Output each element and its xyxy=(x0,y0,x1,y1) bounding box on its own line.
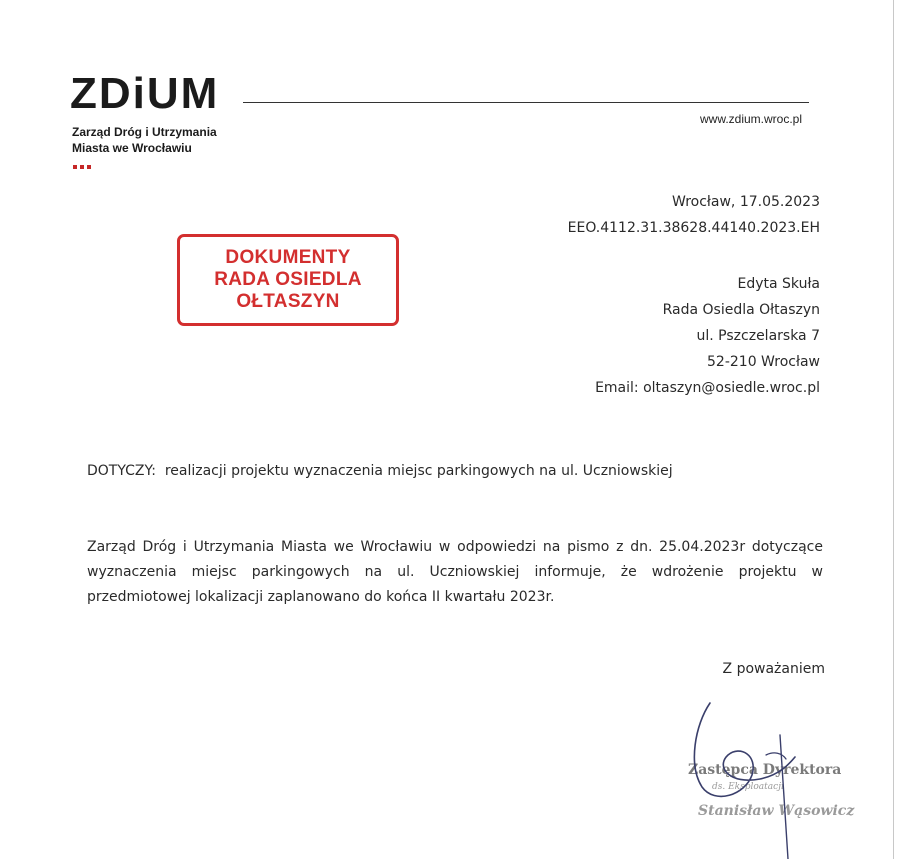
handwritten-signature-icon xyxy=(670,695,850,859)
recipient-street: ul. Pszczelarska 7 xyxy=(696,328,820,344)
logo-dots-icon xyxy=(73,165,91,169)
place-date: Wrocław, 17.05.2023 xyxy=(672,194,820,210)
subject-text: realizacji projektu wyznaczenia miejsc parkingowych na ul. Uczniowskiej xyxy=(164,463,673,479)
website-link[interactable]: www.zdium.wroc.pl xyxy=(700,112,803,126)
org-name-line1: Zarząd Dróg i Utrzymania xyxy=(72,125,217,139)
page-edge xyxy=(893,0,894,859)
closing-text: Z poważaniem xyxy=(722,661,825,677)
received-stamp xyxy=(177,234,399,326)
org-name-line2: Miasta we Wrocławiu xyxy=(72,141,192,155)
subject-line xyxy=(87,463,673,479)
subject-label: DOTYCZY: xyxy=(87,463,156,479)
recipient-city: 52-210 Wrocław xyxy=(707,354,820,370)
body-paragraph: Zarząd Dróg i Utrzymania Miasta we Wrocławiu w odpowiedzi na pismo z dn. 25.04.2023r dotyczące wyznaczenia miejsc parkingowych na ul. Uczniowskiej informuje, że wdrożenie projektu w przedmiotowej lokalizacji zaplanowano do końca II kwartału 2023r. xyxy=(87,539,823,605)
recipient-organization: Rada Osiedla Ołtaszyn xyxy=(662,302,820,318)
header-rule xyxy=(243,102,809,103)
reference-number: EEO.4112.31.38628.44140.2023.EH xyxy=(567,220,820,236)
signature-name: Stanisław Wąsowicz xyxy=(698,803,855,819)
stamp-line1: DOKUMENTY xyxy=(225,247,351,268)
stamp-line3: OŁTASZYN xyxy=(236,291,340,312)
stamp-line2: RADA OSIEDLA xyxy=(214,269,362,290)
recipient-name: Edyta Skuła xyxy=(737,276,820,292)
zdium-logo: ZDiUM xyxy=(70,69,220,118)
signature-department: ds. Eksploatacji xyxy=(712,782,784,792)
signature-title: Zastępca Dyrektora xyxy=(688,762,842,778)
recipient-email: Email: oltaszyn@osiedle.wroc.pl xyxy=(595,380,820,396)
